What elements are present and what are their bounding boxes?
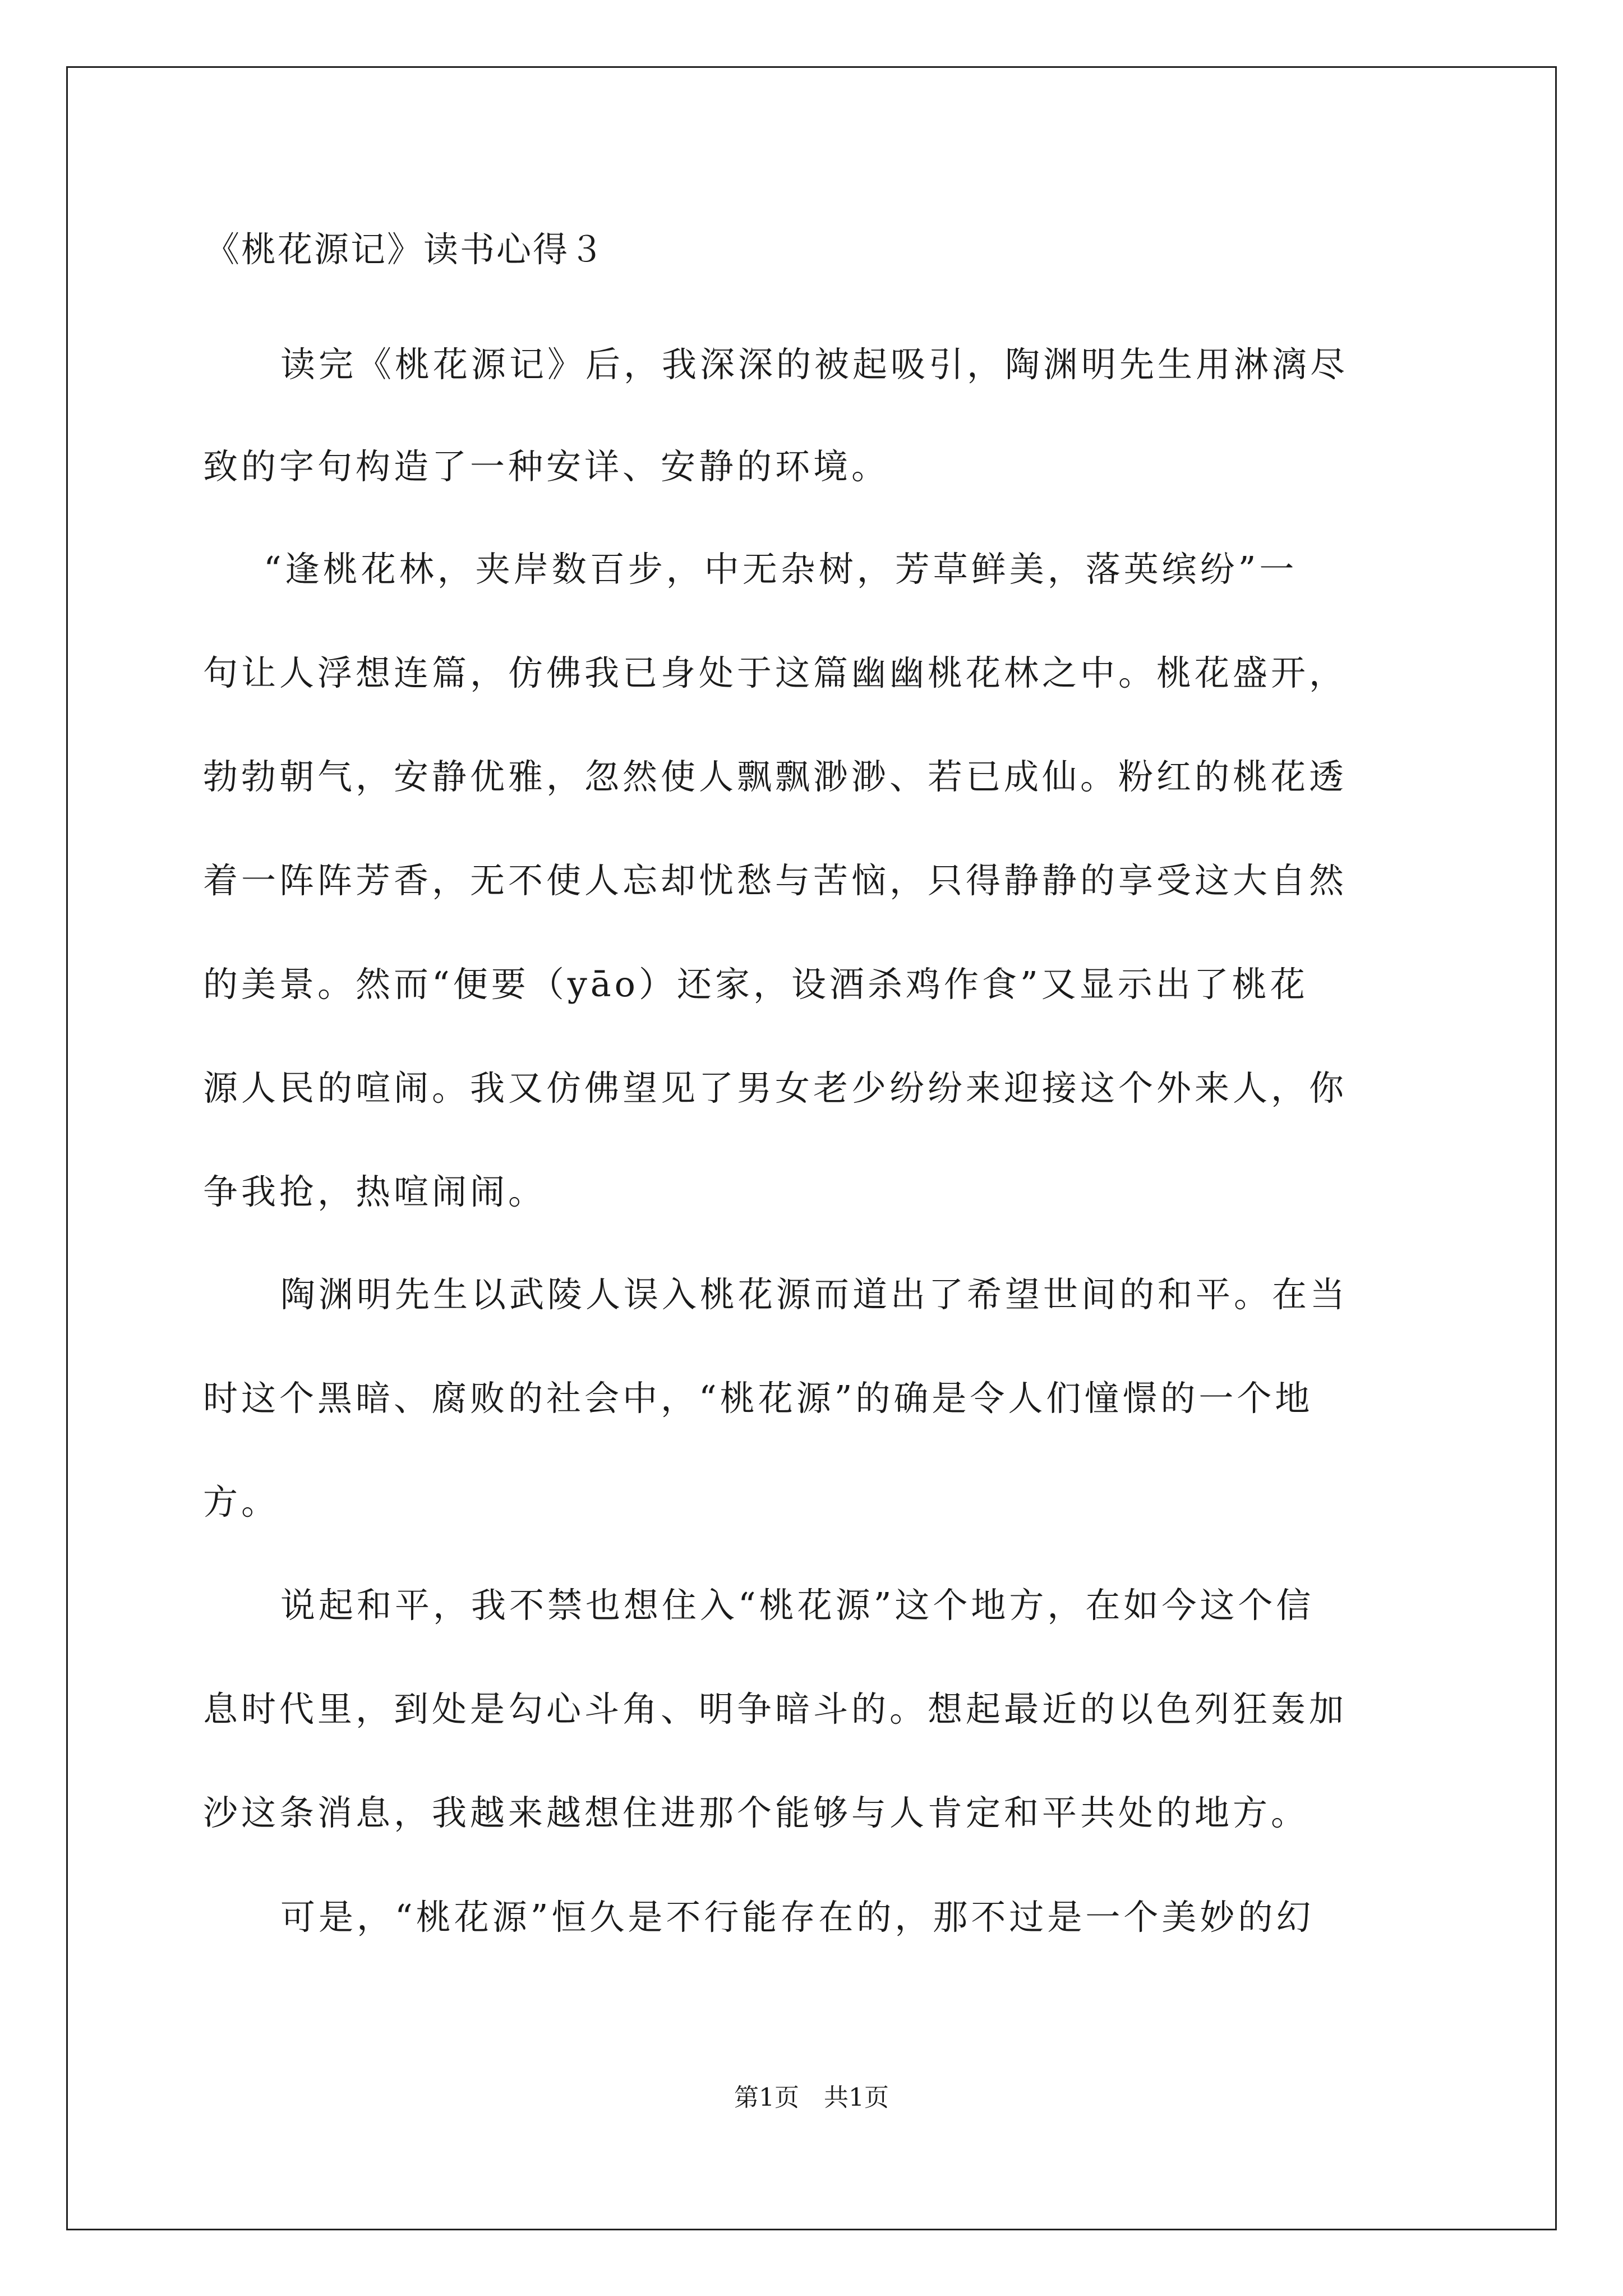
body-line: 方。 [203, 1481, 280, 1522]
body-line: 勃勃朝气，安静优雅，忽然使人飘飘渺渺、若已成仙。粉红的桃花透 [203, 756, 1348, 797]
body-line: 说起和平，我不禁也想住入“桃花源”这个地方，在如今这个信 [280, 1585, 1315, 1626]
page-number: 第1页 共1页 [734, 2083, 889, 2112]
body-line: 可是，“桃花源”恒久是不行能存在的，那不过是一个美妙的幻 [280, 1897, 1315, 1938]
body-line: 的美景。然而“便要（yāo）还家，设酒杀鸡作食”又显示出了桃花 [203, 964, 1308, 1005]
body-line: 陶渊明先生以武陵人误入桃花源而道出了希望世间的和平。在当 [280, 1274, 1349, 1315]
body-line: 致的字句构造了一种安详、安静的环境。 [203, 446, 890, 487]
body-line: “逢桃花林，夹岸数百步，中无杂树，芳草鲜美，落英缤纷”一 [264, 549, 1298, 590]
body-line: 着一阵阵芳香，无不使人忘却忧愁与苦恼，只得静静的享受这大自然 [203, 860, 1348, 901]
body-line: 时这个黑暗、腐败的社会中，“桃花源”的确是令人们憧憬的一个地 [203, 1378, 1313, 1419]
body-line: 读完《桃花源记》后，我深深的被起吸引，陶渊明先生用淋漓尽 [280, 344, 1349, 385]
body-line: 句让人浮想连篇，仿佛我已身处于这篇幽幽桃花林之中。桃花盛开， [203, 652, 1348, 693]
body-line: 息时代里，到处是勾心斗角、明争暗斗的。想起最近的以色列狂轰加 [203, 1688, 1348, 1729]
document-title: 《桃花源记》读书心得３ [205, 229, 606, 270]
body-line: 沙这条消息，我越来越想住进那个能够与人肯定和平共处的地方。 [203, 1792, 1310, 1833]
body-line: 争我抢，热喧闹闹。 [203, 1171, 547, 1212]
body-line: 源人民的喧闹。我又仿佛望见了男女老少纷纷来迎接这个外来人，你 [203, 1068, 1348, 1108]
